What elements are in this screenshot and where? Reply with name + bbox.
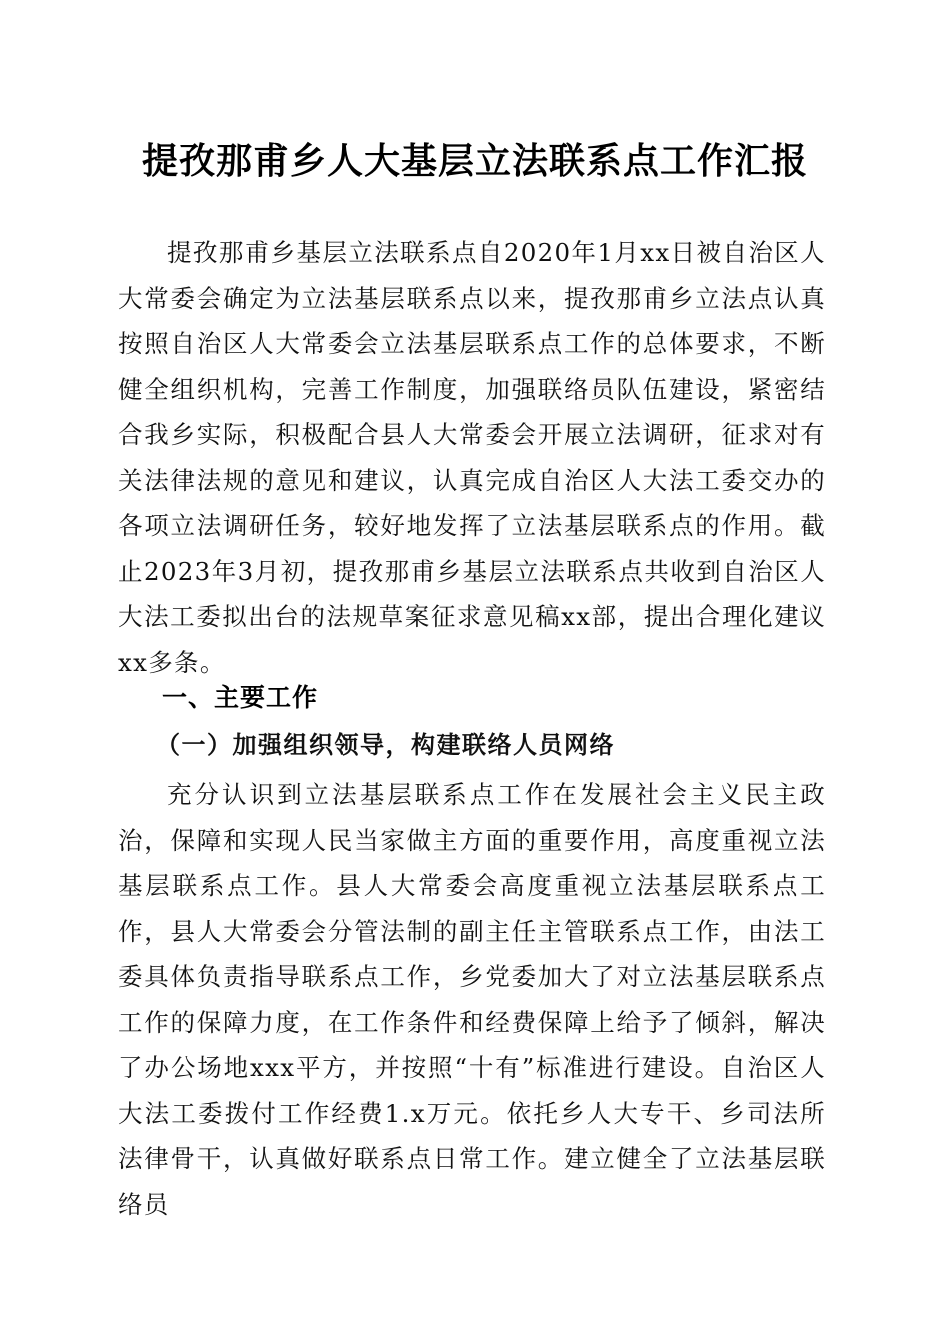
document-title: 提孜那甫乡人大基层立法联系点工作汇报 <box>141 140 808 182</box>
subsection-heading-organization: （一）加强组织领导，构建联络人员网络 <box>156 730 615 759</box>
intro-paragraph: 提孜那甫乡基层立法联系点自2020年1月xx日被自治区人大常委会确定为立法基层联系点以来，提孜那甫乡立法点认真按照自治区人大常委会立法基层联系点工作的总体要求，不断健全组织机构，完善工作制度，加强联络员队伍建设，紧密结合我乡实际，积极配合县人大常委会开展立法调研，征求对有关法律法规的意见和建议，认真完成自治区人大法工委交办的各项立法调研任务，较好地发挥了立法基层联系点的作用。截止2023年3月初，提孜那甫乡基层立法联系点共收到自治区人大法工委拟出台的法规草案征求意见稿xx部，提出合理化建议xx多条。 <box>118 238 826 677</box>
section-heading-main-work: 一、主要工作 <box>162 683 319 712</box>
subsection-paragraph: 充分认识到立法基层联系点工作在发展社会主义民主政治，保障和实现人民当家做主方面的重要作用，高度重视立法基层联系点工作。县人大常委会高度重视立法基层联系点工作，县人大常委会分管法制的副主任主管联系点工作，由法工委具体负责指导联系点工作，乡党委加大了对立法基层联系点工作的保障力度，在工作条件和经费保障上给予了倾斜，解决了办公场地xxx平方，并按照“十有”标准进行建设。自治区人大法工委拨付工作经费1.x万元。依托乡人大专干、乡司法所法律骨干，认真做好联系点日常工作。建立健全了立法基层联络员 <box>118 780 826 1219</box>
